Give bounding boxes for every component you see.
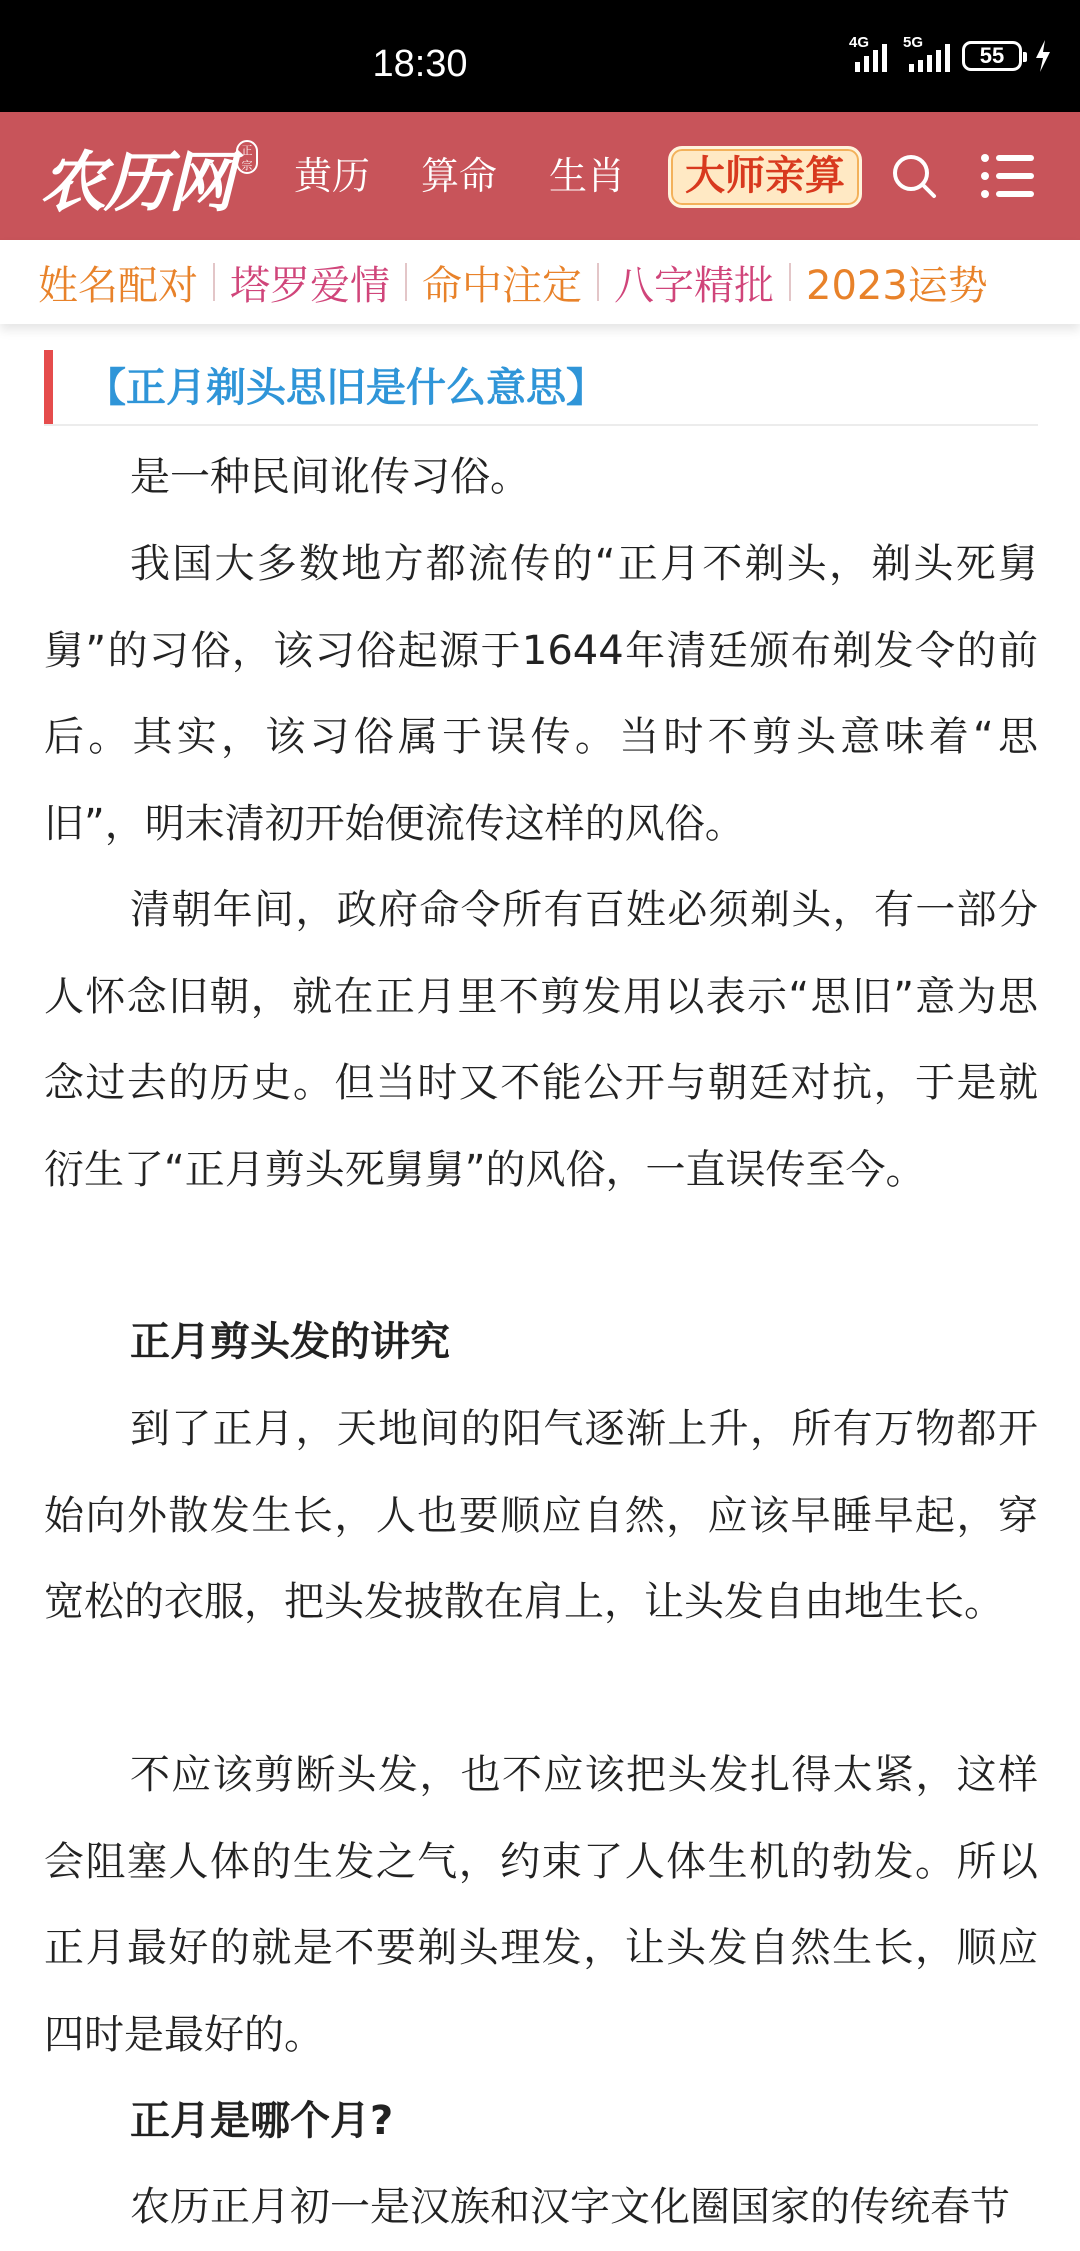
paragraph: 我国大多数地方都流传的“正月不剃头，剃头死舅舅”的习俗，该习俗起源于1644年清廷颁布剃发令的前后。其实，该习俗属于误传。当时不剪头意味着“思旧”，明末清初开始便流传这样的风俗。: [44, 541, 1038, 847]
charging-bolt-icon: [1034, 40, 1052, 72]
search-icon[interactable]: [890, 152, 938, 200]
divider: [213, 263, 215, 301]
subnav-bazi[interactable]: 八字精批: [614, 262, 774, 309]
paragraph: 到了正月，天地间的阳气逐渐上升，所有万物都开始向外散发生长，人也要顺应自然，应该早睡早起，穿宽松的衣服，把头发披散在肩上，让头发自由地生长。: [44, 1406, 1038, 1625]
battery-icon: [962, 41, 1022, 71]
signal-5g-label: 5G: [903, 34, 924, 51]
subheading: 正月是哪个月?: [130, 2098, 394, 2144]
nav-link-suanming[interactable]: 算命: [421, 154, 498, 198]
site-logo[interactable]: [40, 134, 258, 221]
status-icons: [849, 34, 1052, 72]
top-nav-bar: [0, 112, 1080, 240]
nav-link-shengxiao[interactable]: 生肖: [549, 154, 626, 198]
master-consult-button[interactable]: 大师亲算: [668, 146, 862, 208]
signal-5g-icon: [903, 34, 950, 72]
subnav-2023-fortune[interactable]: 2023运势: [806, 262, 988, 309]
paragraph: 农历正月初一是汉族和汉字文化圈国家的传统春节: [130, 2184, 1010, 2230]
logo-text: 农历网: [40, 142, 232, 221]
subheading: 正月剪头发的讲究: [130, 1319, 450, 1365]
logo-badge: 正宗: [236, 140, 258, 174]
status-time: 18:30: [372, 43, 468, 85]
paragraph: 是一种民间讹传习俗。: [130, 454, 530, 500]
signal-4g-icon: [849, 34, 887, 72]
paragraph: 不应该剪断头发，也不应该把头发扎得太紧，这样会阻塞人体的生发之气，约束了人体生机的勃发。所以正月最好的就是不要剃头理发，让头发自然生长，顺应四时是最好的。: [44, 1752, 1038, 2058]
sub-nav: [0, 240, 1080, 324]
subnav-tarot-love[interactable]: 塔罗爱情: [230, 262, 390, 309]
paragraph: 清朝年间，政府命令所有百姓必须剃头，有一部分人怀念旧朝，就在正月里不剪发用以表示“思旧”意为思念过去的历史。但当时又不能公开与朝廷对抗，于是就衍生了“正月剪头死舅舅”的风俗，一直误传至今。: [44, 887, 1038, 1193]
signal-4g-label: 4G: [849, 34, 870, 51]
divider: [789, 263, 791, 301]
menu-icon[interactable]: [980, 152, 1036, 200]
divider: [405, 263, 407, 301]
divider: [597, 263, 599, 301]
subnav-name-match[interactable]: 姓名配对: [38, 262, 198, 309]
heading-accent-bar: [44, 350, 53, 424]
subnav-destiny[interactable]: 命中注定: [422, 262, 582, 309]
battery-level: 55: [979, 43, 1005, 68]
section-heading: [44, 338, 1038, 426]
heading-text: 【正月剃头思旧是什么意思】: [86, 365, 606, 411]
nav-link-huangli[interactable]: 黄历: [294, 154, 371, 198]
status-bar: [0, 0, 1080, 112]
